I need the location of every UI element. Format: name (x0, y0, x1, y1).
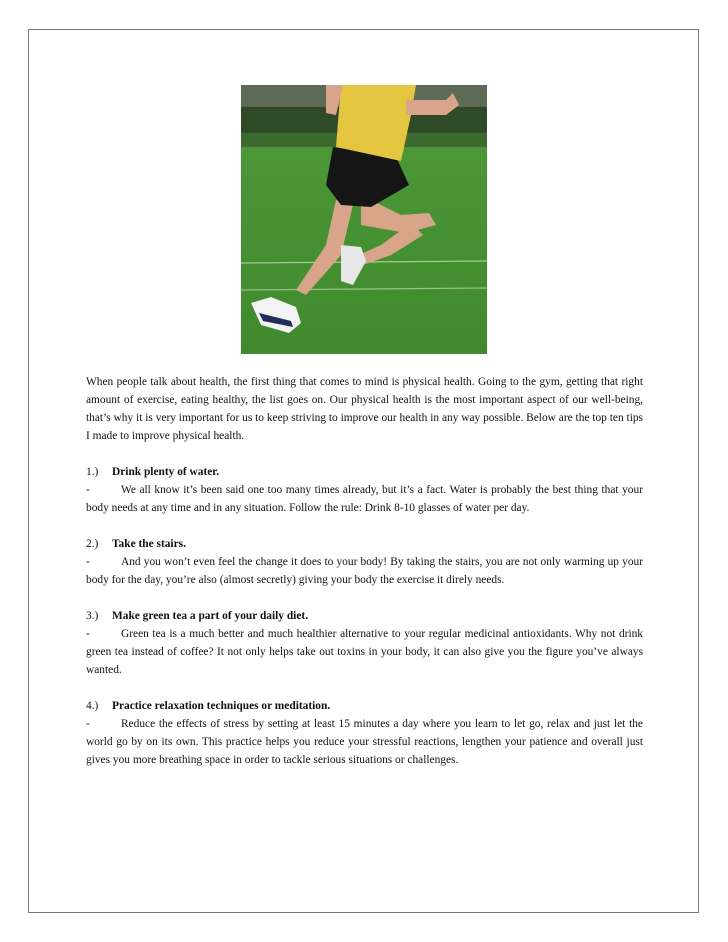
tip-heading (86, 535, 643, 553)
tip-3 (86, 607, 643, 679)
tip-title: Practice relaxation techniques or meditation. (112, 700, 331, 712)
tip-number: 2.) (86, 538, 99, 550)
tip-body: Reduce the effects of stress by setting at least 15 minutes a day where you learn to let go, relax and just let the world go by on its own. This practice helps you reduce your stressful reactions, lengthen your patience and overall just gives you more breathing space in order to tackle serious situations or challenges. (86, 718, 643, 766)
article-body (86, 373, 643, 787)
tip-title: Drink plenty of water. (112, 466, 220, 478)
runner-photo (241, 85, 487, 354)
tip-title: Take the stairs. (112, 538, 186, 550)
bullet-dash: - (86, 718, 90, 730)
tip-body: And you won’t even feel the change it does to your body! By taking the stairs, you are not only warming up your body for the day, you’re also (almost secretly) giving your body the exercise it direly needs. (86, 556, 643, 586)
tip-4 (86, 697, 643, 769)
tip-title: Make green tea a part of your daily diet. (112, 610, 309, 622)
tip-heading (86, 697, 643, 715)
bullet-dash: - (86, 556, 90, 568)
tip-text (86, 553, 643, 589)
tip-text (86, 625, 643, 679)
tip-body: We all know it’s been said one too many times already, but it’s a fact. Water is probably the best thing that your body needs at any time and in any situation. Follow the rule: Drink 8-10 glasses of water per day. (86, 484, 643, 514)
bullet-dash: - (86, 628, 90, 640)
bullet-dash: - (86, 484, 90, 496)
tip-number: 1.) (86, 466, 99, 478)
tip-text (86, 481, 643, 517)
tip-text (86, 715, 643, 769)
tip-heading (86, 607, 643, 625)
tip-1 (86, 463, 643, 517)
tip-body: Green tea is a much better and much healthier alternative to your regular medicinal antioxidants. Why not drink green tea instead of coffee? It not only helps take out toxins in your body, it can also give you the figure you’ve always wanted. (86, 628, 643, 676)
tip-number: 4.) (86, 700, 99, 712)
tip-heading (86, 463, 643, 481)
intro-paragraph: When people talk about health, the first thing that comes to mind is physical health. Going to the gym, getting that right amount of exercise, eating healthy, the list goes on. Our physical health is the most important aspect of our well-being, that’s why it is very important for us to keep striving to improve our health in any way possible. Below are the top ten tips I made to improve physical health. (86, 376, 643, 442)
tip-2 (86, 535, 643, 589)
tip-number: 3.) (86, 610, 99, 622)
